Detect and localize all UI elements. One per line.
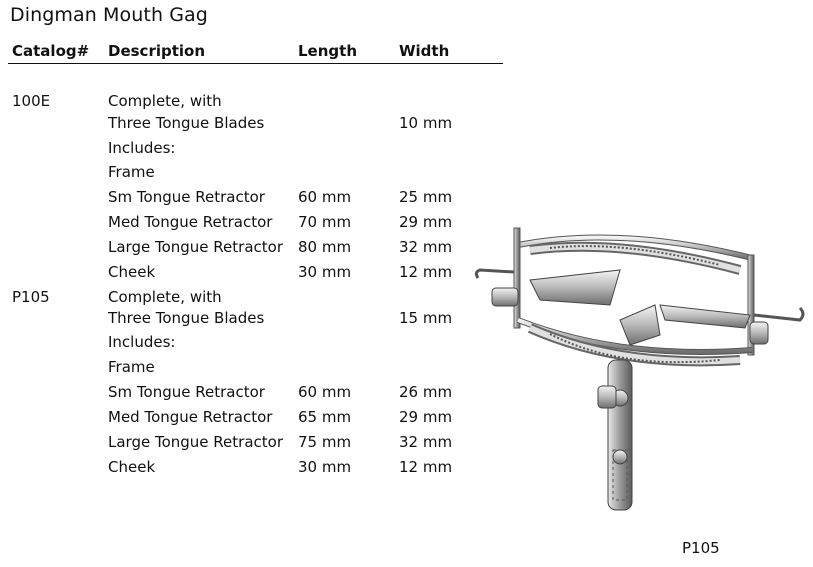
width-cell: 32 mm bbox=[399, 238, 453, 256]
width-cell: 15 mm bbox=[399, 309, 453, 327]
length-cell: 70 mm bbox=[298, 213, 352, 231]
catalog-cell: 100E bbox=[12, 92, 51, 110]
description-cell: Cheek bbox=[108, 263, 156, 281]
length-cell: 75 mm bbox=[298, 433, 352, 451]
length-cell: 60 mm bbox=[298, 188, 352, 206]
description-cell: Frame bbox=[108, 358, 155, 376]
length-cell: 30 mm bbox=[298, 263, 352, 281]
description-cell: Med Tongue Retractor bbox=[108, 213, 273, 231]
description-cell: Sm Tongue Retractor bbox=[108, 188, 265, 206]
length-cell: 60 mm bbox=[298, 383, 352, 401]
description-cell: Three Tongue Blades bbox=[108, 114, 265, 132]
header-width: Width bbox=[399, 42, 450, 60]
length-cell: 65 mm bbox=[298, 408, 352, 426]
description-cell: Complete, with bbox=[108, 92, 222, 110]
width-cell: 12 mm bbox=[399, 263, 453, 281]
description-cell: Complete, with bbox=[108, 288, 222, 306]
width-cell: 25 mm bbox=[399, 188, 453, 206]
description-cell: Large Tongue Retractor bbox=[108, 238, 283, 256]
description-cell: Cheek bbox=[108, 458, 156, 476]
width-cell: 26 mm bbox=[399, 383, 453, 401]
page-title: Dingman Mouth Gag bbox=[10, 4, 208, 26]
length-cell: 80 mm bbox=[298, 238, 352, 256]
description-cell: Med Tongue Retractor bbox=[108, 408, 273, 426]
description-cell: Includes: bbox=[108, 139, 176, 157]
mouth-gag-image bbox=[470, 210, 810, 530]
width-cell: 32 mm bbox=[399, 433, 453, 451]
description-cell: Includes: bbox=[108, 333, 176, 351]
header-length: Length bbox=[298, 42, 357, 60]
header-description: Description bbox=[108, 42, 206, 60]
width-cell: 29 mm bbox=[399, 408, 453, 426]
width-cell: 12 mm bbox=[399, 458, 453, 476]
width-cell: 29 mm bbox=[399, 213, 453, 231]
description-cell: Large Tongue Retractor bbox=[108, 433, 283, 451]
header-divider bbox=[8, 63, 503, 64]
width-cell: 10 mm bbox=[399, 114, 453, 132]
length-cell: 30 mm bbox=[298, 458, 352, 476]
description-cell: Frame bbox=[108, 163, 155, 181]
catalog-cell: P105 bbox=[12, 288, 50, 306]
header-catalog: Catalog# bbox=[12, 42, 90, 60]
description-cell: Sm Tongue Retractor bbox=[108, 383, 265, 401]
image-caption: P105 bbox=[682, 539, 720, 557]
description-cell: Three Tongue Blades bbox=[108, 309, 265, 327]
